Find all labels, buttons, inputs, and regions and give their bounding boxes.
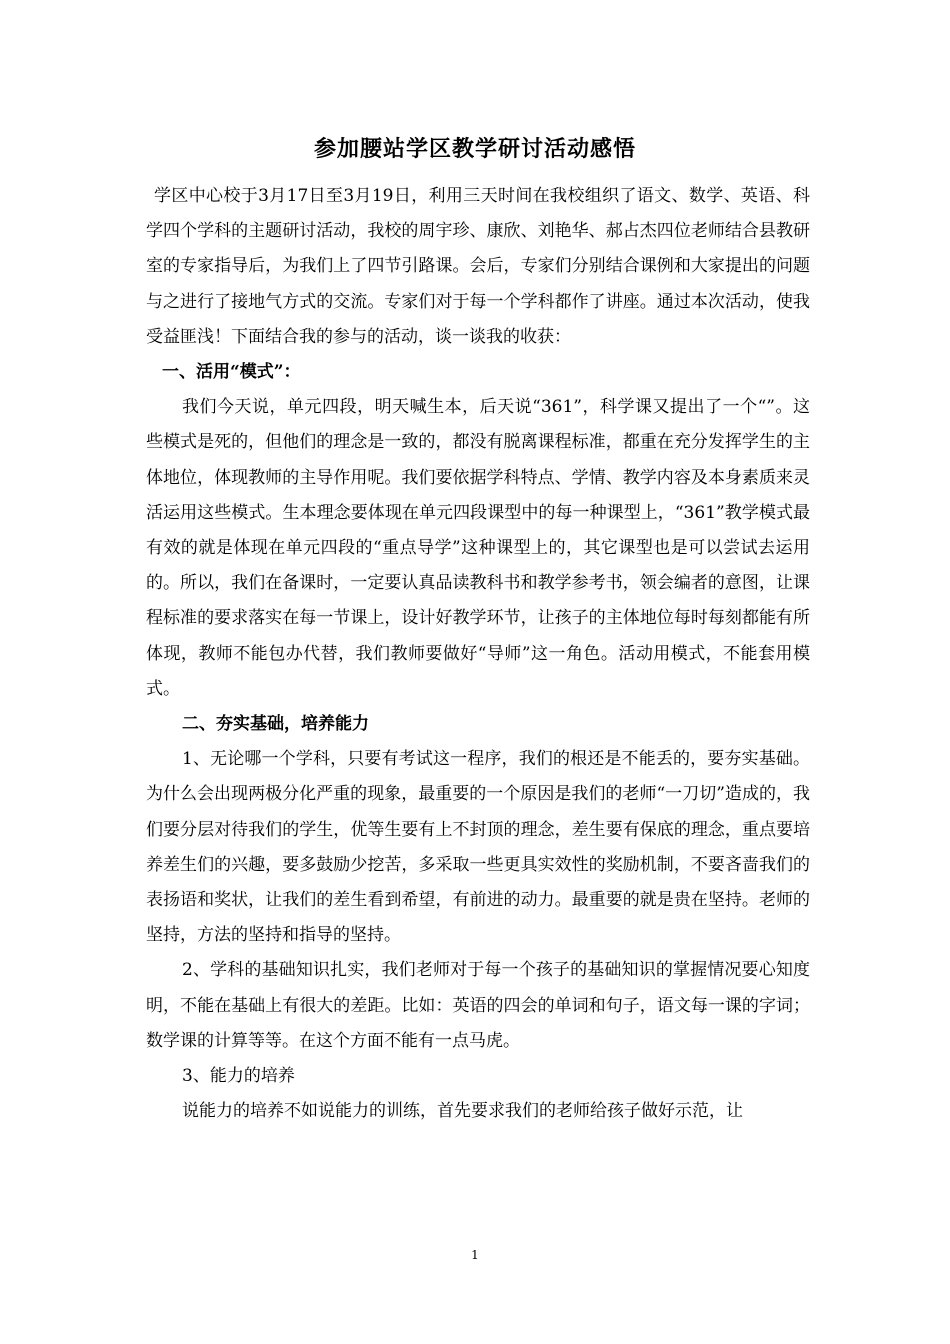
paragraph-point-2: 2、学科的基础知识扎实，我们老师对于每一个孩子的基础知识的掌握情况要心知度明，不能在基础上有很大的差距。比如：英语的四会的单词和句子，语文每一课的字词；数学课的计算等等。在这个方面不能有一点马虎。	[146, 960, 810, 1051]
paragraph-point-1: 1、无论哪一个学科，只要有考试这一程序，我们的根还是不能丢的，要夯实基础。为什么会出现两极分化严重的现象，最重要的一个原因是我们的老师“一刀切”造成的，我们要分层对待我们的学生，优等生要有上不封顶的理念，差生要有保底的理念，重点要培养差生们的兴趣，要多鼓励少挖苦，多采取一些更具实效性的奖励机制，不要吝啬我们的表扬语和奖状，让我们的差生看到希望，有前进的动力。最重要的就是贵在坚持。老师的坚持，方法的坚持和指导的坚持。	[146, 749, 810, 946]
document-body	[146, 179, 810, 1129]
page-number: 1	[471, 1248, 479, 1262]
document-title: 参加腰站学区教学研讨活动感悟	[313, 136, 636, 162]
paragraph-point-3-heading: 3、能力的培养	[182, 1066, 295, 1087]
section-heading-2: 二、夯实基础，培养能力	[182, 714, 369, 735]
section-heading-1: 一、活用“模式”：	[162, 362, 301, 383]
paragraph-intro: 学区中心校于3月17日至3月19日，利用三天时间在我校组织了语文、数学、英语、科学四个学科的主题研讨活动，我校的周宇珍、康欣、刘艳华、郝占杰四位老师结合县教研室的专家指导后，为我们上了四节引路课。会后，专家们分别结合课例和大家提出的问题与之进行了接地气方式的交流。专家们对于每一个学科都作了讲座。通过本次活动，使我受益匪浅！下面结合我的参与的活动，谈一谈我的收获：	[146, 186, 810, 347]
paragraph-modes: 我们今天说，单元四段，明天喊生本，后天说“361”，科学课又提出了一个“”。这些模式是死的，但他们的理念是一致的，都没有脱离课程标准，都重在充分发挥学生的主体地位，体现教师的主导作用呢。我们要依据学科特点、学情、教学内容及本身素质来灵活运用这些模式。生本理念要体现在单元四段课型中的每一种课型上，“361”教学模式最有效的就是体现在单元四段的“重点导学”这种课型上的，其它课型也是可以尝试去运用的。所以，我们在备课时，一定要认真品读教科书和教学参考书，领会编者的意图，让课程标准的要求落实在每一节课上，设计好教学环节，让孩子的主体地位每时每刻都能有所体现，教师不能包办代替，我们教师要做好“导师”这一角色。活动用模式，不能套用模式。	[146, 397, 810, 699]
paragraph-ability: 说能力的培养不如说能力的训练，首先要求我们的老师给孩子做好示范，让	[182, 1101, 743, 1122]
